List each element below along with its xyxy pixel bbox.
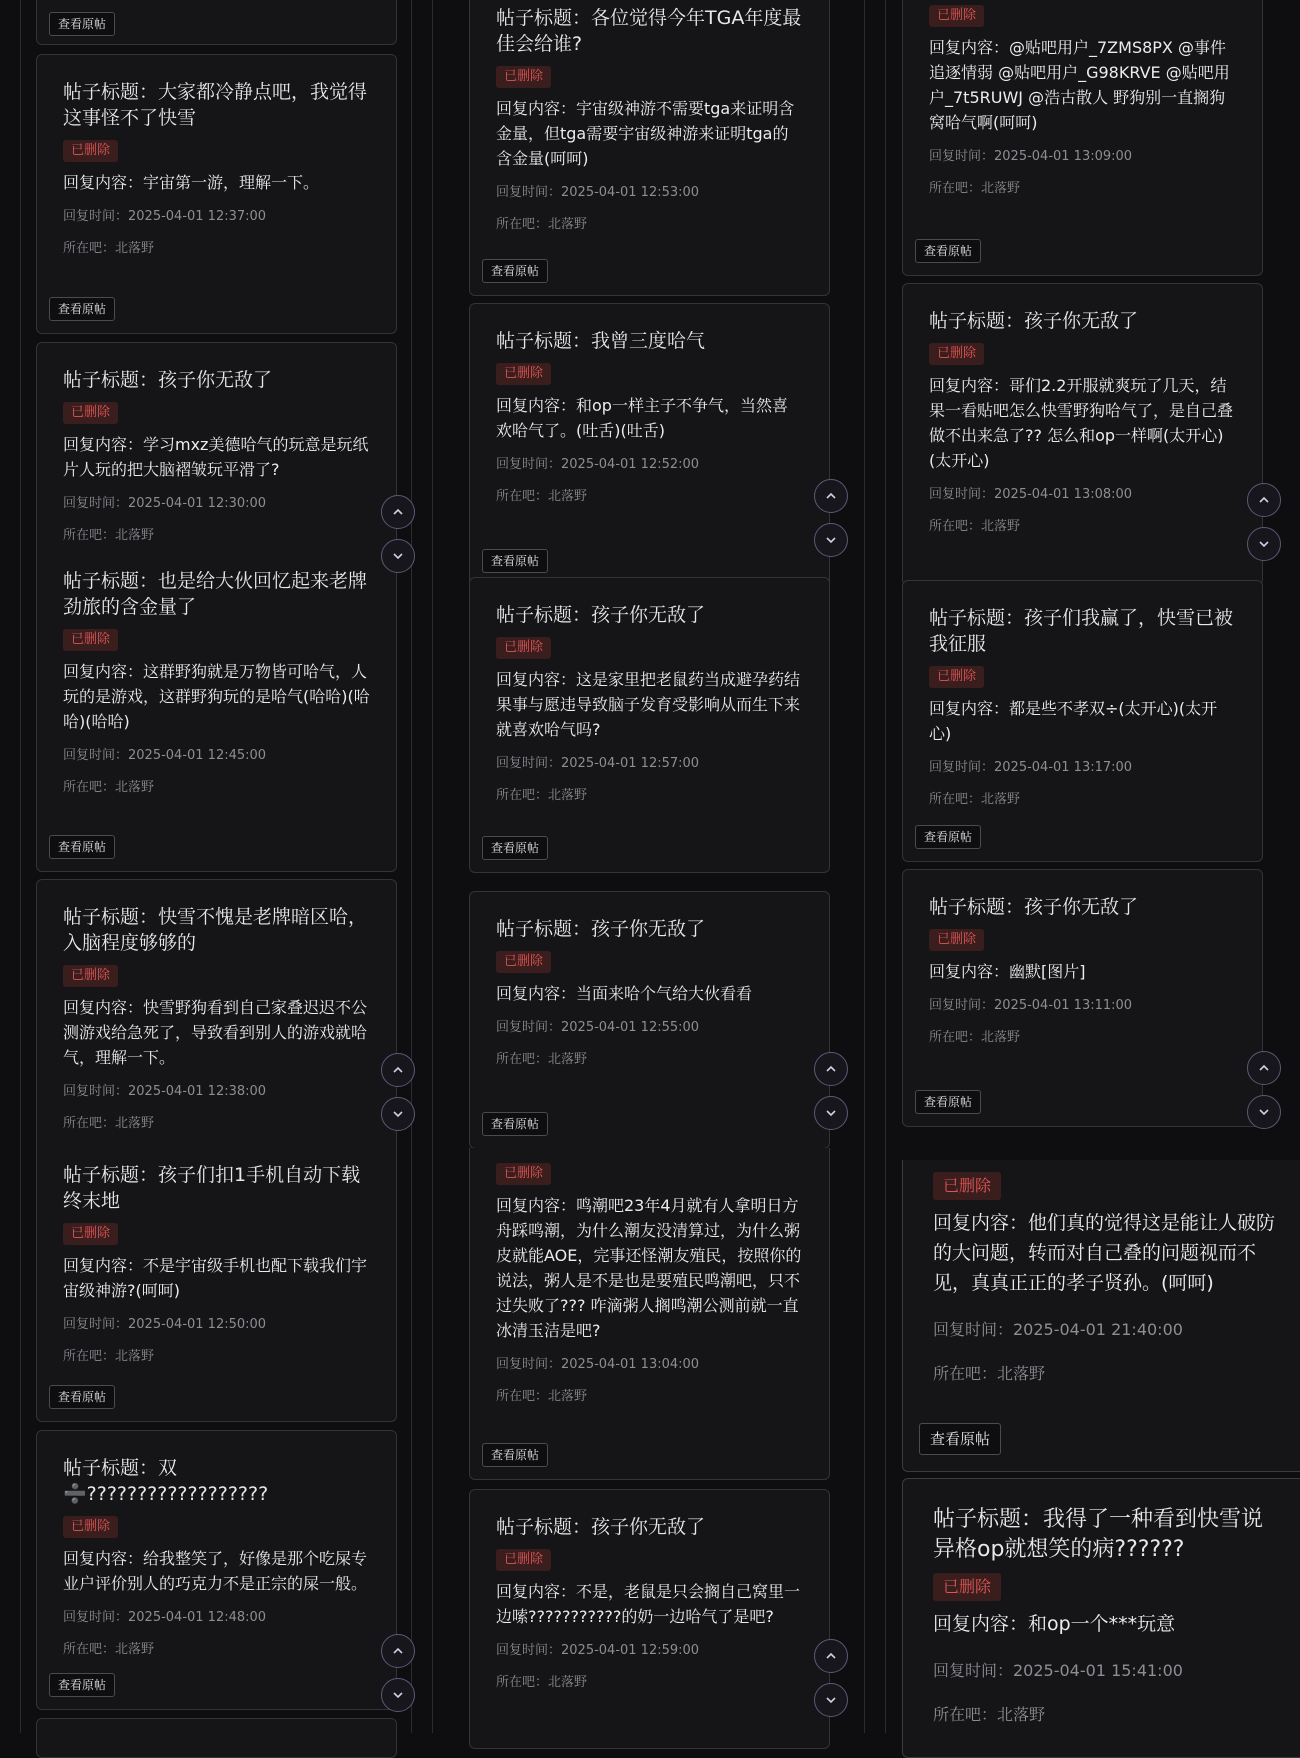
column-divider [432,0,433,1733]
deleted-badge: 已删除 [496,363,551,385]
post-title: 帖子标题：孩子你无敌了 [496,1516,706,1538]
deleted-badge: 已删除 [63,965,118,987]
scroll-down-button[interactable] [381,539,415,573]
chevron-up-icon [824,489,838,503]
view-original-button[interactable]: 查看原帖 [915,1090,981,1114]
view-original-button[interactable]: 查看原帖 [482,1112,548,1136]
post-title: 帖子标题：快雪不愧是老牌暗区哈，入脑程度够够的 [63,906,368,954]
chevron-up-icon [824,1649,838,1663]
deleted-badge: 已删除 [496,66,551,88]
scroll-up-button[interactable] [814,1052,848,1086]
forum-name: 所在吧：北落野 [63,780,155,795]
scroll-up-button[interactable] [1247,1051,1281,1085]
reply-content: 回复内容：当面来哈个气给大伙看看 [496,984,753,1003]
reply-card [36,342,397,562]
reply-card [469,891,830,1149]
chevron-down-icon [824,533,838,547]
reply-time: 回复时间：2025-04-01 13:04:00 [496,1357,700,1372]
reply-card [902,1160,1300,1472]
forum-name: 所在吧：北落野 [933,1364,1046,1383]
reply-card [36,556,397,872]
scroll-down-button[interactable] [814,1096,848,1130]
post-title: 帖子标题：我得了一种看到快雪说异格op就想笑的病?????? [933,1507,1264,1562]
deleted-badge: 已删除 [933,1172,1001,1200]
reply-time: 回复时间：2025-04-01 12:59:00 [496,1643,700,1658]
scroll-down-button[interactable] [381,1097,415,1131]
deleted-badge: 已删除 [929,666,984,688]
scroll-up-button[interactable] [1247,483,1281,517]
scroll-down-button[interactable] [1247,1095,1281,1129]
chevron-up-icon [824,1062,838,1076]
reply-card [36,0,397,45]
reply-content: 回复内容：不是宇宙级手机也配下载我们宇宙级神游?(呵呵) [63,1256,368,1300]
view-original-button[interactable]: 查看原帖 [482,549,548,573]
forum-name: 所在吧：北落野 [496,1052,588,1067]
reply-content: 回复内容：@贴吧用户_7ZMS8PX @事件追逐情弱 @贴吧用户_G98KRVE @贴吧用户_7t5RUWJ @浩古散人 野狗别一直搁狗窝哈气啊(呵呵) [929,38,1230,132]
post-title: 帖子标题：孩子们我赢了，快雪已被我征服 [929,607,1234,655]
reply-content: 回复内容：幽默[图片] [929,962,1086,981]
post-title: 帖子标题：孩子们扣1手机自动下载终末地 [63,1164,361,1212]
chevron-down-icon [391,1688,405,1702]
reply-card [902,869,1263,1127]
post-title: 帖子标题：孩子你无敌了 [929,310,1139,332]
reply-card [469,1148,830,1480]
column-divider [864,0,865,1733]
reply-time: 回复时间：2025-04-01 12:50:00 [63,1317,267,1332]
forum-name: 所在吧：北落野 [63,528,155,543]
reply-card [902,1478,1300,1758]
forum-name: 所在吧：北落野 [63,241,155,256]
post-title: 帖子标题：孩子你无敌了 [496,918,706,940]
chevron-up-icon [1257,493,1271,507]
chevron-up-icon [1257,1061,1271,1075]
view-original-button[interactable]: 查看原帖 [482,1443,548,1467]
reply-time: 回复时间：2025-04-01 12:37:00 [63,209,267,224]
view-original-button[interactable]: 查看原帖 [915,239,981,263]
view-original-button[interactable]: 查看原帖 [919,1423,1001,1455]
post-title: 帖子标题：孩子你无敌了 [929,896,1139,918]
post-title: 帖子标题：大家都冷静点吧，我觉得这事怪不了快雪 [63,81,368,129]
post-title: 帖子标题：孩子你无敌了 [63,369,273,391]
forum-name: 所在吧：北落野 [933,1705,1046,1724]
forum-name: 所在吧：北落野 [496,489,588,504]
reply-card [902,0,1263,276]
reply-time: 回复时间：2025-04-01 12:52:00 [496,457,700,472]
reply-content: 回复内容：和op一个***玩意 [933,1613,1176,1635]
reply-content: 回复内容：给我整笑了，好像是那个吃屎专业户评价别人的巧克力不是正宗的屎一般。 [63,1549,368,1593]
scroll-up-button[interactable] [381,1053,415,1087]
view-original-button[interactable]: 查看原帖 [49,835,115,859]
scroll-down-button[interactable] [1247,527,1281,561]
forum-name: 所在吧：北落野 [929,181,1021,196]
reply-time: 回复时间：2025-04-01 15:41:00 [933,1661,1183,1680]
chevron-up-icon [391,1063,405,1077]
reply-time: 回复时间：2025-04-01 13:09:00 [929,149,1133,164]
column-divider [20,0,21,1733]
reply-card [469,303,830,586]
deleted-badge: 已删除 [496,1549,551,1571]
reply-content: 回复内容：这是家里把老鼠药当成避孕药结果事与愿违导致脑子发育受影响从而生下来就喜欢哈气吗? [496,670,801,739]
reply-card [36,1718,397,1758]
reply-card [469,577,830,873]
view-original-button[interactable]: 查看原帖 [49,297,115,321]
reply-content: 回复内容：快雪野狗看到自己家叠迟迟不公测游戏给急死了，导致看到别人的游戏就哈气，理解一下。 [63,998,368,1067]
reply-content: 回复内容：和op一样主子不争气，当然喜欢哈气了。(吐舌)(吐舌) [496,396,788,440]
reply-card [902,580,1263,862]
reply-time: 回复时间：2025-04-01 13:08:00 [929,487,1133,502]
forum-name: 所在吧：北落野 [63,1642,155,1657]
reply-content: 回复内容：宇宙级神游不需要tga来证明含金量，但tga需要宇宙级神游来证明tga的含金量(呵呵) [496,99,795,168]
deleted-badge: 已删除 [929,929,984,951]
scroll-down-button[interactable] [814,523,848,557]
deleted-badge: 已删除 [933,1573,1001,1601]
view-original-button[interactable]: 查看原帖 [482,259,548,283]
view-original-button[interactable]: 查看原帖 [915,825,981,849]
forum-name: 所在吧：北落野 [496,217,588,232]
forum-name: 所在吧：北落野 [929,519,1021,534]
reply-card [902,283,1263,586]
forum-name: 所在吧：北落野 [496,788,588,803]
reply-time: 回复时间：2025-04-01 12:38:00 [63,1084,267,1099]
reply-time: 回复时间：2025-04-01 12:57:00 [496,756,700,771]
reply-content: 回复内容：这群野狗就是万物皆可哈气，人玩的是游戏，这群野狗玩的是哈气(哈哈)(哈哈)(哈哈) [63,662,370,731]
post-title: 帖子标题：各位觉得今年TGA年度最佳会给谁? [496,7,802,55]
chevron-down-icon [824,1106,838,1120]
reply-card [469,1489,830,1749]
view-original-button[interactable]: 查看原帖 [49,1385,115,1409]
reply-card [36,879,397,1161]
reply-time: 回复时间：2025-04-01 21:40:00 [933,1320,1183,1339]
chevron-down-icon [1257,537,1271,551]
reply-card [36,1150,397,1422]
reply-time: 回复时间：2025-04-01 12:55:00 [496,1020,700,1035]
forum-name: 所在吧：北落野 [63,1116,155,1131]
chevron-down-icon [391,549,405,563]
chevron-down-icon [824,1693,838,1707]
post-title: 帖子标题：我曾三度哈气 [496,330,706,352]
column-divider [885,0,886,1733]
post-title: 帖子标题：也是给大伙回忆起来老牌劲旅的含金量了 [63,570,368,618]
view-original-button[interactable]: 查看原帖 [482,836,548,860]
deleted-badge: 已删除 [929,5,984,27]
forum-name: 所在吧：北落野 [929,792,1021,807]
scroll-up-button[interactable] [381,495,415,529]
reply-time: 回复时间：2025-04-01 12:48:00 [63,1610,267,1625]
forum-name: 所在吧：北落野 [496,1675,588,1690]
view-original-button[interactable]: 查看原帖 [49,1673,115,1697]
reply-card [36,54,397,334]
reply-time: 回复时间：2025-04-01 12:30:00 [63,496,267,511]
view-original-button[interactable]: 查看原帖 [49,12,115,36]
reply-content: 回复内容：不是，老鼠是只会搁自己窝里一边嗦???????????的奶一边哈气了是吧? [496,1582,801,1626]
scroll-down-button[interactable] [814,1683,848,1717]
post-title: 帖子标题：孩子你无敌了 [496,604,706,626]
reply-content: 回复内容：都是些不孝双÷(太开心)(太开心) [929,699,1218,743]
chevron-up-icon [391,505,405,519]
scroll-up-button[interactable] [814,479,848,513]
deleted-badge: 已删除 [929,343,984,365]
post-title: 帖子标题：双➗?????????????????? [63,1457,269,1505]
scroll-up-button[interactable] [814,1639,848,1673]
forum-name: 所在吧：北落野 [496,1389,588,1404]
column-divider [411,0,412,1733]
reply-content: 回复内容：学习mxz美德哈气的玩意是玩纸片人玩的把大脑褶皱玩平滑了? [63,435,369,479]
chevron-down-icon [1257,1105,1271,1119]
reply-time: 回复时间：2025-04-01 12:45:00 [63,748,267,763]
deleted-badge: 已删除 [63,629,118,651]
deleted-badge: 已删除 [63,140,118,162]
reply-time: 回复时间：2025-04-01 12:53:00 [496,185,700,200]
reply-card [469,0,830,296]
deleted-badge: 已删除 [63,1223,118,1245]
chevron-down-icon [391,1107,405,1121]
deleted-badge: 已删除 [496,1163,551,1185]
reply-time: 回复时间：2025-04-01 13:17:00 [929,760,1133,775]
reply-time: 回复时间：2025-04-01 13:11:00 [929,998,1133,1013]
deleted-badge: 已删除 [63,402,118,424]
forum-name: 所在吧：北落野 [63,1349,155,1364]
deleted-badge: 已删除 [496,637,551,659]
reply-content: 回复内容：宇宙第一游，理解一下。 [63,173,320,192]
reply-content: 回复内容：鸣潮吧23年4月就有人拿明日方舟踩鸣潮，为什么潮友没清算过，为什么粥皮就能AOE，完事还怪潮友殖民，按照你的说法，粥人是不是也是要殖民鸣潮吧，只不过失败了??? 咋滴粥人搁鸣潮公测前就一直冰清玉洁是吧? [496,1196,802,1340]
deleted-badge: 已删除 [496,951,551,973]
scroll-up-button[interactable] [381,1634,415,1668]
reply-content: 回复内容：哥们2.2开服就爽玩了几天，结果一看贴吧怎么快雪野狗哈气了，是自己叠做不出来急了?? 怎么和op一样啊(太开心)(太开心) [929,376,1234,470]
deleted-badge: 已删除 [63,1516,118,1538]
forum-name: 所在吧：北落野 [929,1030,1021,1045]
chevron-up-icon [391,1644,405,1658]
scroll-down-button[interactable] [381,1678,415,1712]
reply-card [36,1430,397,1710]
reply-content: 回复内容：他们真的觉得这是能让人破防的大问题，转而对自己叠的问题视而不见，真真正正的孝子贤孙。(呵呵) [933,1212,1276,1294]
